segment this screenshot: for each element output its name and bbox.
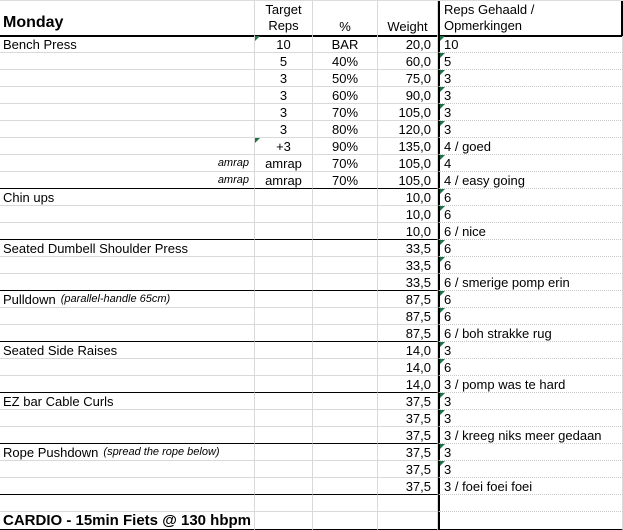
- exercise-cell[interactable]: [0, 427, 255, 444]
- reps-achieved-cell[interactable]: [438, 87, 623, 104]
- weight-value: 90,0: [405, 87, 431, 103]
- exercise-note: (spread the rope below): [103, 446, 220, 458]
- reps-achieved-value: 3: [444, 393, 452, 409]
- sheet-row: [0, 274, 623, 291]
- target-reps-value: 3: [279, 70, 288, 86]
- error-flag-icon: [440, 104, 445, 109]
- target-header-line2: Reps: [268, 18, 299, 33]
- target-reps-cell[interactable]: [255, 393, 313, 410]
- percent-value: BAR: [331, 36, 359, 52]
- sheet-row: [0, 206, 623, 223]
- weight-value: 37,5: [405, 478, 431, 494]
- percent-cell[interactable]: [313, 291, 378, 308]
- weight-cell[interactable]: [378, 427, 438, 444]
- error-flag-icon: [440, 410, 445, 415]
- exercise-cell[interactable]: [0, 274, 255, 291]
- error-flag-icon: [440, 206, 445, 211]
- error-flag-icon: [440, 308, 445, 313]
- sheet-row: [0, 478, 623, 495]
- weight-cell[interactable]: [378, 512, 438, 530]
- exercise-label: Bench Press: [3, 36, 77, 52]
- sheet-row: [0, 257, 623, 274]
- exercise-cell[interactable]: [0, 291, 255, 308]
- reps-achieved-cell[interactable]: [438, 461, 623, 478]
- sheet-row: [0, 359, 623, 376]
- exercise-cell[interactable]: [0, 206, 255, 223]
- weight-header-cell[interactable]: [378, 1, 438, 37]
- percent-value: 60%: [331, 87, 359, 103]
- weight-cell[interactable]: [378, 495, 438, 512]
- percent-cell[interactable]: [313, 87, 378, 104]
- reps-achieved-cell[interactable]: [438, 53, 623, 70]
- target-reps-cell[interactable]: [255, 240, 313, 257]
- target-reps-value: 10: [276, 36, 291, 52]
- exercise-cell[interactable]: [0, 325, 255, 342]
- error-flag-icon: [440, 121, 445, 126]
- reps-achieved-cell[interactable]: [438, 121, 623, 138]
- target-reps-cell[interactable]: [255, 376, 313, 393]
- target-reps-cell[interactable]: [255, 257, 313, 274]
- target-reps-cell[interactable]: [255, 223, 313, 240]
- reps-achieved-value: 3: [444, 444, 452, 460]
- exercise-label: EZ bar Cable Curls: [3, 393, 114, 409]
- error-flag-icon: [440, 155, 445, 160]
- error-flag-icon: [440, 189, 445, 194]
- reps-achieved-value: 4 / goed: [444, 138, 491, 154]
- sheet-row: [0, 104, 623, 121]
- reps-achieved-value: 6: [444, 359, 452, 375]
- exercise-cell[interactable]: [0, 308, 255, 325]
- exercise-label: Seated Side Raises: [3, 342, 118, 358]
- sheet-row: [0, 444, 623, 461]
- reps-achieved-value: 6: [444, 240, 452, 256]
- reps-achieved-value: 3: [444, 87, 452, 103]
- exercise-cell[interactable]: [0, 223, 255, 240]
- reps-achieved-value: 4 / easy going: [444, 172, 525, 188]
- target-reps-header-cell[interactable]: [255, 1, 313, 37]
- target-reps-cell[interactable]: [255, 172, 313, 189]
- reps-achieved-cell[interactable]: [438, 206, 623, 223]
- percent-cell[interactable]: [313, 155, 378, 172]
- weight-value: 75,0: [405, 70, 431, 86]
- reps-achieved-value: 3 / foei foei foei: [444, 478, 533, 494]
- reps-achieved-cell[interactable]: [438, 478, 623, 495]
- percent-cell[interactable]: [313, 257, 378, 274]
- weight-value: 37,5: [405, 410, 431, 426]
- day-header-cell[interactable]: [0, 1, 255, 37]
- reps-achieved-cell[interactable]: [438, 274, 623, 291]
- percent-cell[interactable]: [313, 172, 378, 189]
- error-flag-icon: [255, 138, 260, 143]
- sheet-body: [0, 36, 623, 530]
- weight-cell[interactable]: [378, 189, 438, 206]
- weight-cell[interactable]: [378, 410, 438, 427]
- sheet-row: [0, 87, 623, 104]
- percent-cell[interactable]: [313, 376, 378, 393]
- reps-achieved-cell[interactable]: [438, 36, 623, 53]
- exercise-cell[interactable]: [0, 172, 255, 189]
- exercise-label: Seated Dumbell Shoulder Press: [3, 240, 188, 256]
- weight-value: 60,0: [405, 53, 431, 69]
- weight-cell[interactable]: [378, 342, 438, 359]
- reps-achieved-cell[interactable]: [438, 308, 623, 325]
- target-header-line1: Target: [265, 2, 302, 17]
- reps-achieved-value: 3: [444, 121, 452, 137]
- percent-cell[interactable]: [313, 274, 378, 291]
- reps-achieved-cell[interactable]: [438, 495, 623, 512]
- weight-value: 135,0: [398, 138, 431, 154]
- exercise-cell[interactable]: [0, 393, 255, 410]
- percent-cell[interactable]: [313, 206, 378, 223]
- reps-achieved-value: 3: [444, 104, 452, 120]
- percent-value: 50%: [331, 70, 359, 86]
- sheet-row: [0, 461, 623, 478]
- sheet-row: [0, 121, 623, 138]
- percent-cell[interactable]: [313, 427, 378, 444]
- target-reps-value: 3: [279, 121, 288, 137]
- target-reps-cell[interactable]: [255, 53, 313, 70]
- weight-value: 14,0: [405, 376, 431, 392]
- target-reps-cell[interactable]: [255, 87, 313, 104]
- exercise-cell[interactable]: [0, 444, 255, 461]
- error-flag-icon: [440, 444, 445, 449]
- weight-value: 33,5: [405, 257, 431, 273]
- reps-achieved-value: 3 / kreeg niks meer gedaan: [444, 427, 602, 443]
- weight-cell[interactable]: [378, 70, 438, 87]
- reps-achieved-value: 6 / nice: [444, 223, 486, 239]
- weight-cell[interactable]: [378, 444, 438, 461]
- exercise-cell[interactable]: [0, 461, 255, 478]
- sheet-row: [0, 70, 623, 87]
- percent-cell[interactable]: [313, 325, 378, 342]
- exercise-cell[interactable]: [0, 70, 255, 87]
- weight-cell[interactable]: [378, 155, 438, 172]
- target-reps-value: 3: [279, 87, 288, 103]
- day-title: Monday: [3, 14, 64, 31]
- weight-value: 120,0: [398, 121, 431, 137]
- target-reps-cell[interactable]: [255, 274, 313, 291]
- exercise-cell[interactable]: [0, 53, 255, 70]
- error-flag-icon: [440, 359, 445, 364]
- reps-achieved-cell[interactable]: [438, 189, 623, 206]
- weight-cell[interactable]: [378, 393, 438, 410]
- error-flag-icon: [440, 342, 445, 347]
- weight-cell[interactable]: [378, 376, 438, 393]
- percent-cell[interactable]: [313, 478, 378, 495]
- reps-header-line1: Reps Gehaald /: [444, 2, 535, 17]
- target-reps-cell[interactable]: [255, 308, 313, 325]
- reps-achieved-value: 6 / boh strakke rug: [444, 325, 552, 341]
- target-reps-cell[interactable]: [255, 342, 313, 359]
- target-reps-cell[interactable]: [255, 461, 313, 478]
- target-reps-cell[interactable]: [255, 291, 313, 308]
- weight-cell[interactable]: [378, 359, 438, 376]
- target-reps-value: 5: [279, 53, 288, 69]
- percent-value: 80%: [331, 121, 359, 137]
- exercise-note: (parallel-handle 65cm): [60, 293, 171, 305]
- error-flag-icon: [440, 87, 445, 92]
- reps-achieved-cell[interactable]: [438, 291, 623, 308]
- percent-cell[interactable]: [313, 70, 378, 87]
- weight-cell[interactable]: [378, 121, 438, 138]
- percent-cell[interactable]: [313, 104, 378, 121]
- weight-cell[interactable]: [378, 240, 438, 257]
- target-reps-cell[interactable]: [255, 70, 313, 87]
- weight-value: 87,5: [405, 308, 431, 324]
- weight-value: 33,5: [405, 274, 431, 290]
- exercise-cell[interactable]: [0, 359, 255, 376]
- target-reps-value: +3: [276, 138, 291, 154]
- reps-achieved-cell[interactable]: [438, 359, 623, 376]
- weight-cell[interactable]: [378, 172, 438, 189]
- percent-cell[interactable]: [313, 53, 378, 70]
- percent-cell[interactable]: [313, 138, 378, 155]
- weight-value: 10,0: [405, 223, 431, 239]
- weight-cell[interactable]: [378, 36, 438, 53]
- reps-achieved-cell[interactable]: [438, 393, 623, 410]
- exercise-cell[interactable]: [0, 240, 255, 257]
- exercise-cell[interactable]: [0, 512, 255, 530]
- exercise-cell[interactable]: [0, 257, 255, 274]
- weight-cell[interactable]: [378, 308, 438, 325]
- exercise-label: Chin ups: [3, 189, 55, 205]
- percent-cell[interactable]: [313, 512, 378, 530]
- reps-achieved-value: 3: [444, 70, 452, 86]
- reps-achieved-cell[interactable]: [438, 223, 623, 240]
- weight-value: 87,5: [405, 325, 431, 341]
- reps-achieved-cell[interactable]: [438, 257, 623, 274]
- percent-cell[interactable]: [313, 393, 378, 410]
- weight-cell[interactable]: [378, 87, 438, 104]
- error-flag-icon: [440, 291, 445, 296]
- percent-cell[interactable]: [313, 240, 378, 257]
- sheet-row: [0, 376, 623, 393]
- exercise-cell[interactable]: [0, 342, 255, 359]
- target-reps-value: amrap: [265, 155, 302, 171]
- sheet-row: [0, 393, 623, 410]
- exercise-cell[interactable]: [0, 36, 255, 53]
- sheet-row: [0, 189, 623, 206]
- target-reps-cell[interactable]: [255, 189, 313, 206]
- percent-value: 70%: [331, 172, 359, 188]
- error-flag-icon: [440, 240, 445, 245]
- error-flag-icon: [440, 53, 445, 58]
- percent-cell[interactable]: [313, 359, 378, 376]
- reps-achieved-value: 3: [444, 461, 452, 477]
- reps-achieved-header-cell[interactable]: [438, 1, 623, 37]
- sheet-row: [0, 36, 623, 53]
- sheet-row: [0, 512, 623, 530]
- reps-achieved-value: 6: [444, 189, 452, 205]
- reps-achieved-cell[interactable]: [438, 512, 623, 530]
- weight-value: 37,5: [405, 427, 431, 443]
- target-reps-value: amrap: [265, 172, 302, 188]
- reps-achieved-cell[interactable]: [438, 427, 623, 444]
- target-reps-cell[interactable]: [255, 325, 313, 342]
- weight-cell[interactable]: [378, 53, 438, 70]
- percent-cell[interactable]: [313, 223, 378, 240]
- percent-cell[interactable]: [313, 410, 378, 427]
- sheet-row: [0, 155, 623, 172]
- reps-achieved-value: 10: [444, 36, 459, 52]
- exercise-cell[interactable]: [0, 478, 255, 495]
- sheet-row: [0, 410, 623, 427]
- percent-cell[interactable]: [313, 461, 378, 478]
- sheet-row: [0, 138, 623, 155]
- weight-value: 14,0: [405, 359, 431, 375]
- percent-cell[interactable]: [313, 121, 378, 138]
- reps-achieved-value: 3: [444, 342, 452, 358]
- reps-achieved-value: 4: [444, 155, 452, 171]
- sheet-row: [0, 427, 623, 444]
- percent-header-label: %: [339, 19, 351, 34]
- weight-cell[interactable]: [378, 478, 438, 495]
- sheet-row: [0, 240, 623, 257]
- error-flag-icon: [440, 36, 445, 41]
- weight-header-label: Weight: [387, 19, 428, 34]
- weight-cell[interactable]: [378, 223, 438, 240]
- reps-achieved-cell[interactable]: [438, 342, 623, 359]
- exercise-cell[interactable]: [0, 410, 255, 427]
- reps-achieved-cell[interactable]: [438, 70, 623, 87]
- exercise-cell[interactable]: [0, 87, 255, 104]
- weight-cell[interactable]: [378, 104, 438, 121]
- target-reps-cell[interactable]: [255, 495, 313, 512]
- target-reps-cell[interactable]: [255, 206, 313, 223]
- reps-achieved-cell[interactable]: [438, 444, 623, 461]
- exercise-label: Pulldown: [3, 291, 56, 307]
- reps-achieved-cell[interactable]: [438, 172, 623, 189]
- weight-cell[interactable]: [378, 461, 438, 478]
- sheet-row: [0, 325, 623, 342]
- weight-value: 105,0: [398, 172, 431, 188]
- error-flag-icon: [440, 70, 445, 75]
- percent-value: 70%: [331, 155, 359, 171]
- sheet-row: [0, 223, 623, 240]
- error-flag-icon: [255, 36, 260, 41]
- reps-achieved-cell[interactable]: [438, 410, 623, 427]
- exercise-cell[interactable]: [0, 104, 255, 121]
- weight-value: 37,5: [405, 393, 431, 409]
- percent-cell[interactable]: [313, 444, 378, 461]
- target-reps-cell[interactable]: [255, 138, 313, 155]
- exercise-cell[interactable]: [0, 138, 255, 155]
- error-flag-icon: [440, 461, 445, 466]
- reps-header-line2: Opmerkingen: [444, 18, 523, 33]
- weight-value: 10,0: [405, 206, 431, 222]
- weight-value: 14,0: [405, 342, 431, 358]
- target-reps-cell[interactable]: [255, 104, 313, 121]
- weight-value: 37,5: [405, 461, 431, 477]
- percent-value: 40%: [331, 53, 359, 69]
- reps-achieved-value: 6 / smerige pomp erin: [444, 274, 570, 290]
- exercise-cell[interactable]: [0, 376, 255, 393]
- exercise-cell[interactable]: [0, 121, 255, 138]
- reps-achieved-cell[interactable]: [438, 325, 623, 342]
- sheet-row: [0, 172, 623, 189]
- exercise-label: Rope Pushdown: [3, 444, 99, 460]
- target-reps-cell[interactable]: [255, 155, 313, 172]
- reps-achieved-cell[interactable]: [438, 240, 623, 257]
- sheet-row: [0, 53, 623, 70]
- target-reps-cell[interactable]: [255, 410, 313, 427]
- error-flag-icon: [440, 257, 445, 262]
- sheet-row: [0, 342, 623, 359]
- weight-cell[interactable]: [378, 325, 438, 342]
- weight-cell[interactable]: [378, 291, 438, 308]
- percent-header-cell[interactable]: [313, 1, 378, 37]
- target-reps-cell[interactable]: [255, 359, 313, 376]
- percent-cell[interactable]: [313, 308, 378, 325]
- reps-achieved-value: 6: [444, 206, 452, 222]
- target-reps-cell[interactable]: [255, 444, 313, 461]
- target-reps-cell[interactable]: [255, 478, 313, 495]
- weight-value: 37,5: [405, 444, 431, 460]
- exercise-label: amrap: [217, 157, 249, 169]
- reps-achieved-value: 3 / pomp was te hard: [444, 376, 566, 392]
- header-row: [0, 1, 623, 36]
- target-reps-cell[interactable]: [255, 36, 313, 53]
- sheet-row: [0, 308, 623, 325]
- target-reps-cell[interactable]: [255, 427, 313, 444]
- reps-achieved-value: 6: [444, 308, 452, 324]
- target-reps-cell[interactable]: [255, 512, 313, 530]
- percent-cell[interactable]: [313, 36, 378, 53]
- percent-value: 90%: [331, 138, 359, 154]
- reps-achieved-value: 6: [444, 257, 452, 273]
- weight-value: 33,5: [405, 240, 431, 256]
- reps-achieved-value: 3: [444, 410, 452, 426]
- reps-achieved-cell[interactable]: [438, 376, 623, 393]
- reps-achieved-value: 5: [444, 53, 452, 69]
- percent-cell[interactable]: [313, 342, 378, 359]
- exercise-cell[interactable]: [0, 155, 255, 172]
- weight-value: 10,0: [405, 189, 431, 205]
- percent-value: 70%: [331, 104, 359, 120]
- weight-cell[interactable]: [378, 257, 438, 274]
- weight-cell[interactable]: [378, 274, 438, 291]
- error-flag-icon: [440, 393, 445, 398]
- reps-achieved-cell[interactable]: [438, 104, 623, 121]
- percent-cell[interactable]: [313, 189, 378, 206]
- exercise-cell[interactable]: [0, 189, 255, 206]
- reps-achieved-cell[interactable]: [438, 155, 623, 172]
- target-reps-cell[interactable]: [255, 121, 313, 138]
- weight-cell[interactable]: [378, 138, 438, 155]
- reps-achieved-cell[interactable]: [438, 138, 623, 155]
- exercise-label: amrap: [217, 174, 249, 186]
- weight-value: 105,0: [398, 104, 431, 120]
- weight-value: 87,5: [405, 291, 431, 307]
- sheet-row: [0, 291, 623, 308]
- target-reps-value: 3: [279, 104, 288, 120]
- reps-achieved-value: 6: [444, 291, 452, 307]
- sheet-row: [0, 495, 623, 512]
- weight-value: 105,0: [398, 155, 431, 171]
- weight-value: 20,0: [405, 36, 431, 52]
- exercise-cell[interactable]: [0, 495, 255, 512]
- exercise-label: CARDIO - 15min Fiets @ 130 hbpm: [3, 512, 252, 529]
- weight-cell[interactable]: [378, 206, 438, 223]
- percent-cell[interactable]: [313, 495, 378, 512]
